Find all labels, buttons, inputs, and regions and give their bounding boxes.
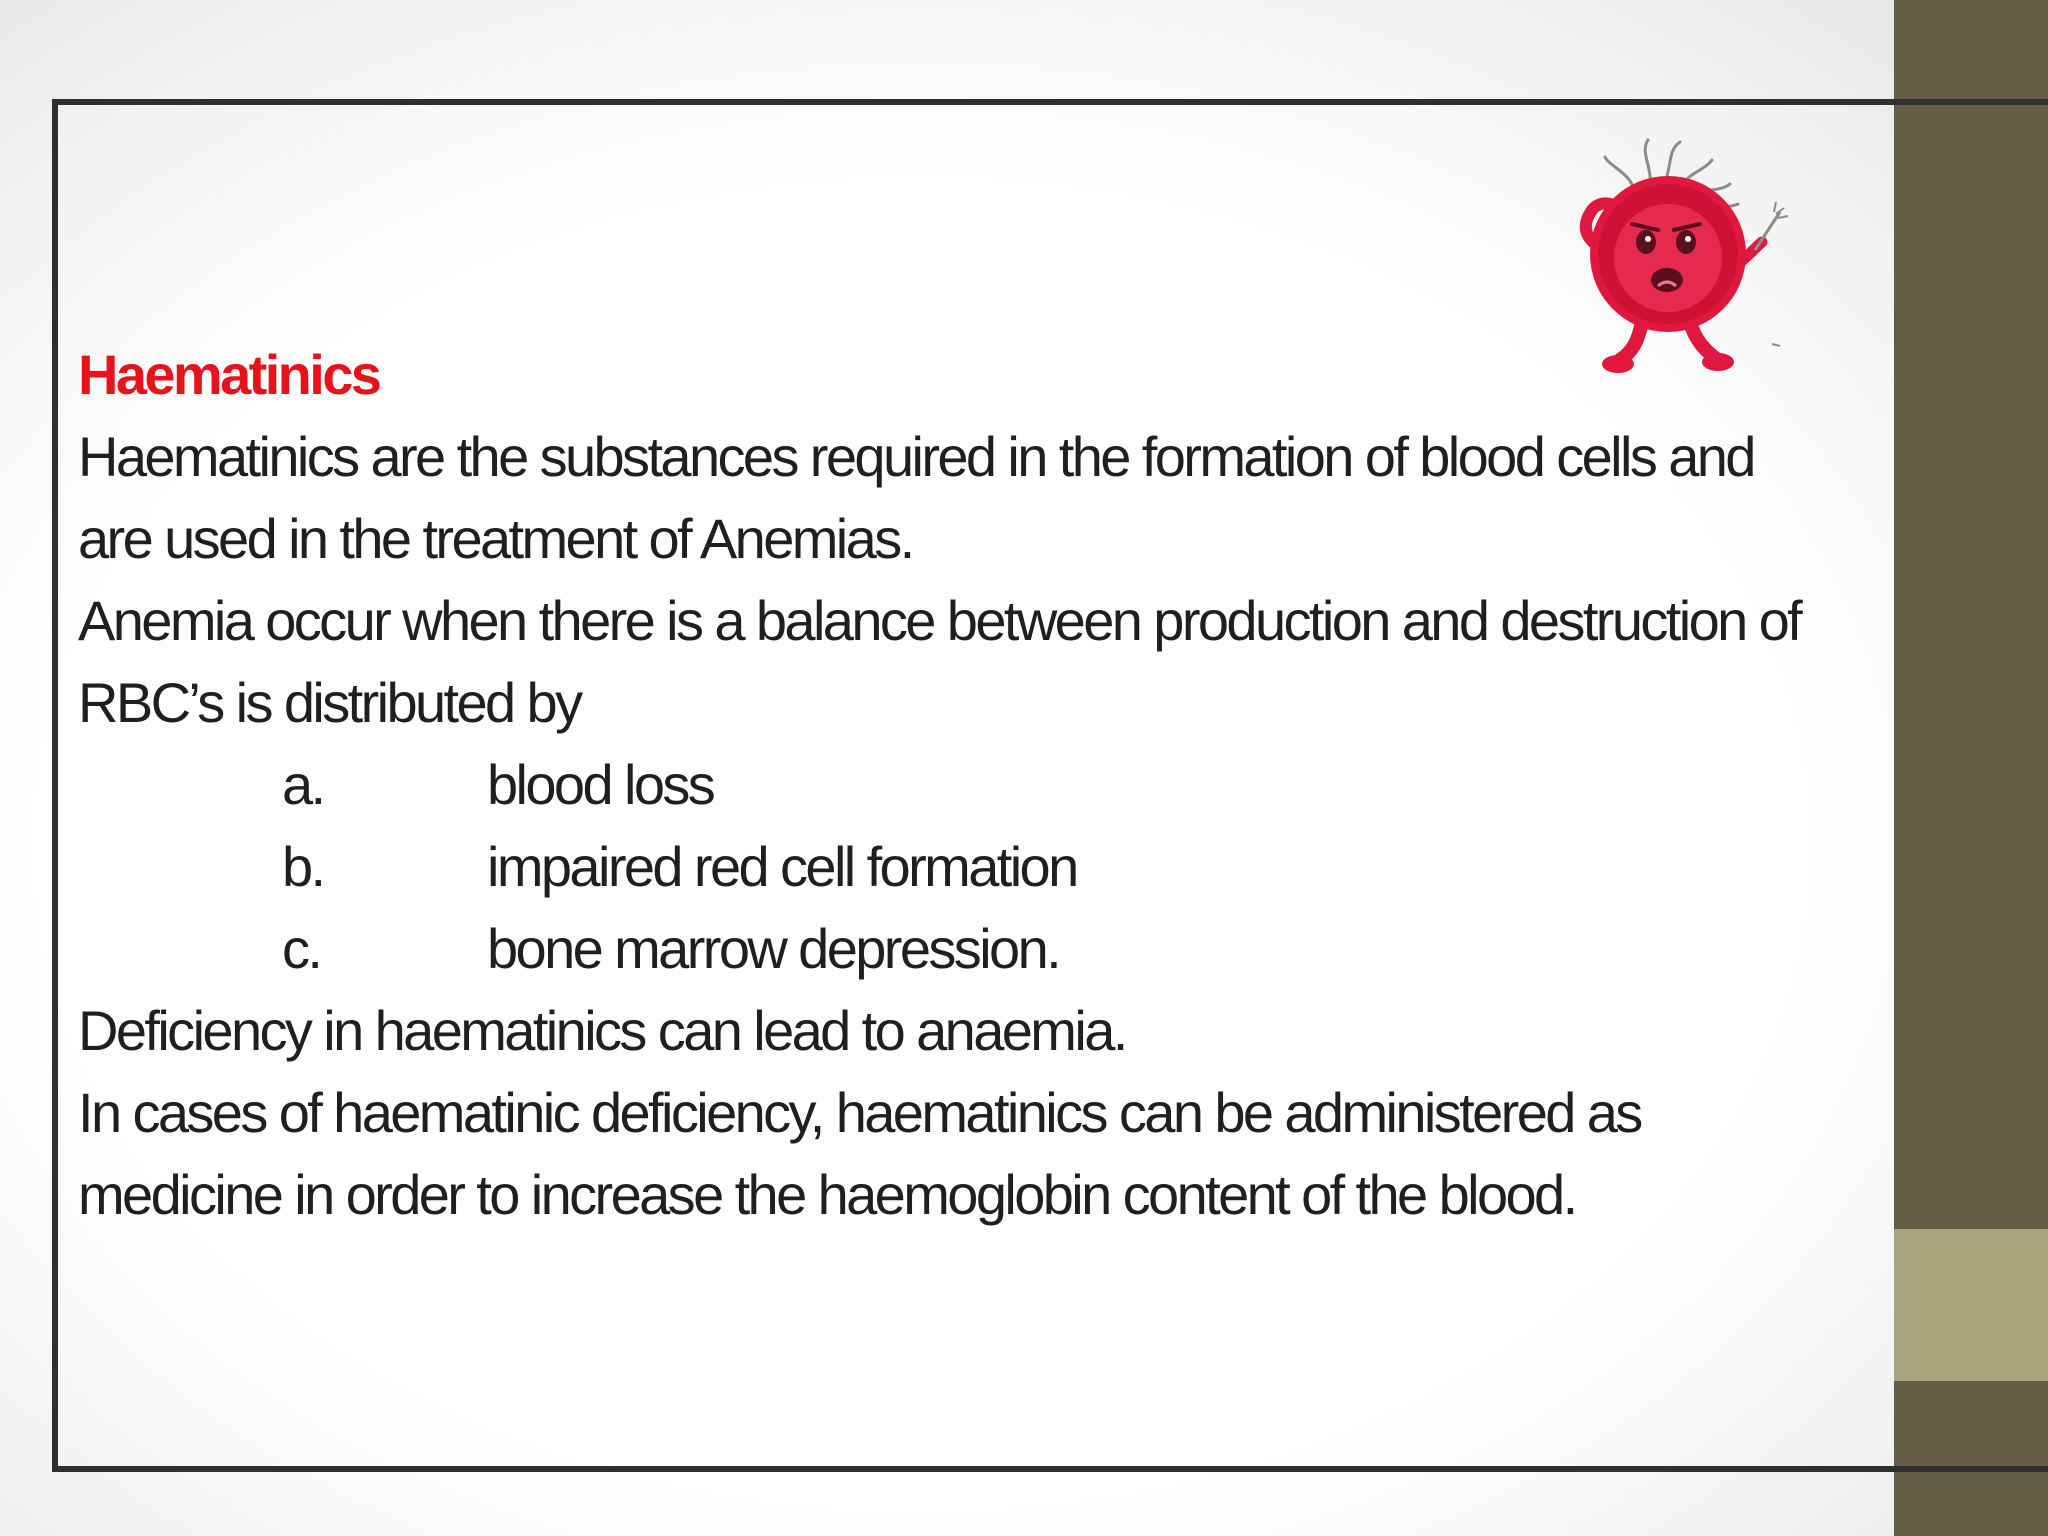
list-item xyxy=(78,744,2038,826)
list-marker: c. xyxy=(282,917,321,980)
slide-heading: Haematinics xyxy=(78,343,380,406)
list-item xyxy=(78,826,2038,908)
body-line: medicine in order to increase the haemoglobin content of the blood. xyxy=(78,1163,1576,1226)
list-text: impaired red cell formation xyxy=(487,835,1077,898)
list-marker: a. xyxy=(282,753,324,816)
body-line: are used in the treatment of Anemias. xyxy=(78,507,913,570)
list-text: blood loss xyxy=(487,753,714,816)
list-text: bone marrow depression. xyxy=(487,917,1060,980)
body-line: Deficiency in haematinics can lead to anaemia. xyxy=(78,999,1126,1062)
list-item xyxy=(78,908,2038,990)
list-marker: b. xyxy=(282,835,324,898)
slide-content xyxy=(78,334,2038,1236)
body-line: Haematinics are the substances required in the formation of blood cells and xyxy=(78,425,1754,488)
body-line: RBC’s is distributed by xyxy=(78,671,581,734)
body-line: In cases of haematinic deficiency, haematinics can be administered as xyxy=(78,1081,1641,1144)
body-line: Anemia occur when there is a balance between production and destruction of xyxy=(78,589,1801,652)
